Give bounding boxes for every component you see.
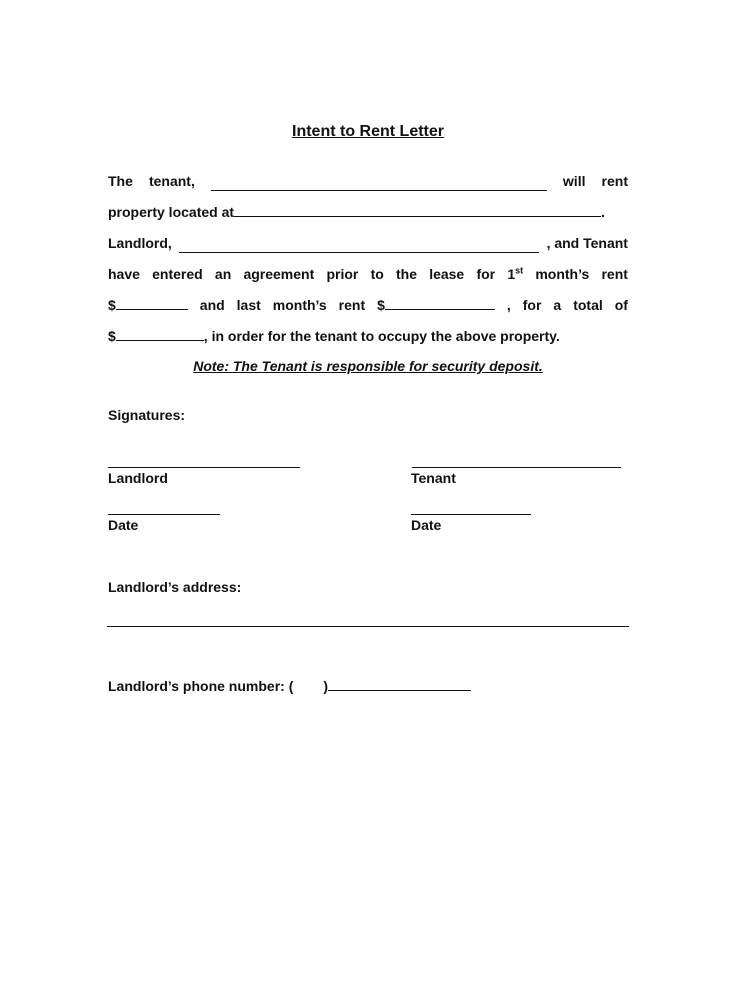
paragraph-line-5 xyxy=(108,295,628,315)
paragraph-line-1 xyxy=(108,171,628,191)
word: rent xyxy=(338,297,366,313)
landlord-address-line[interactable] xyxy=(107,626,629,627)
paragraph-line-2 xyxy=(108,202,628,222)
word: prior xyxy=(326,266,359,282)
word: for xyxy=(522,297,542,313)
word: rent xyxy=(601,173,628,189)
word: a xyxy=(553,297,562,313)
word: total xyxy=(573,297,603,313)
landlord-phone-row xyxy=(108,676,471,695)
ordinal-suffix: st xyxy=(515,265,524,276)
tenant-name-blank[interactable] xyxy=(211,176,547,191)
phone-label: Landlord’s phone number: ( xyxy=(108,678,294,694)
word: for xyxy=(476,266,496,282)
word: of xyxy=(614,297,628,313)
dollar-sign: $ xyxy=(108,297,116,313)
word: last xyxy=(236,297,261,313)
word: tenant, xyxy=(148,173,195,189)
phone-number-blank[interactable] xyxy=(328,676,471,691)
phone-paren-close: ) xyxy=(323,678,329,694)
tenant-date-line[interactable] xyxy=(411,514,531,515)
occupy-text: , in order for the tenant to occupy the above property. xyxy=(203,328,560,344)
property-located-label: property located at xyxy=(108,204,235,220)
landlord-signature-label: Landlord xyxy=(108,470,168,486)
landlord-name-blank[interactable] xyxy=(179,238,539,253)
landlord-address-label: Landlord’s address: xyxy=(108,579,242,595)
word: The xyxy=(108,173,133,189)
word: to xyxy=(370,266,384,282)
last-month-rent-blank[interactable] xyxy=(385,295,495,310)
word: have xyxy=(108,266,140,282)
tenant-date-label: Date xyxy=(411,517,442,533)
landlord-date-label: Date xyxy=(108,517,139,533)
period: . xyxy=(601,204,605,220)
first-ordinal xyxy=(507,264,523,284)
word: rent xyxy=(601,266,628,282)
total-amount-blank[interactable] xyxy=(116,326,204,341)
word: and xyxy=(199,297,225,313)
dollar-sign: $ xyxy=(377,297,385,313)
landlord-date-line[interactable] xyxy=(108,514,220,515)
landlord-label: Landlord, xyxy=(108,235,172,251)
word: agreement xyxy=(243,266,315,282)
paragraph-line-4 xyxy=(108,264,628,284)
signatures-heading: Signatures: xyxy=(108,407,186,423)
word: the xyxy=(395,266,417,282)
tenant-signature-label: Tenant xyxy=(411,470,456,486)
first-month-amount xyxy=(108,295,188,315)
landlord-signature-line[interactable] xyxy=(108,467,300,468)
word: will xyxy=(562,173,586,189)
word: month’s xyxy=(535,266,590,282)
last-month-amount xyxy=(377,295,495,315)
word: entered xyxy=(152,266,203,282)
tenant-signature-line[interactable] xyxy=(412,467,621,468)
paragraph-line-6 xyxy=(108,326,628,346)
security-deposit-note: Note: The Tenant is responsible for security deposit. xyxy=(193,358,543,374)
ordinal-number: 1 xyxy=(507,266,516,282)
first-month-rent-blank[interactable] xyxy=(116,295,188,310)
document-title: Intent to Rent Letter xyxy=(292,123,444,140)
word: month’s xyxy=(272,297,327,313)
word: an xyxy=(214,266,232,282)
comma: , xyxy=(506,297,511,313)
and-tenant-text: , and Tenant xyxy=(546,235,628,251)
dollar-sign: $ xyxy=(108,328,116,344)
paragraph-line-3 xyxy=(108,233,628,253)
word: lease xyxy=(429,266,465,282)
property-address-blank[interactable] xyxy=(234,202,601,217)
